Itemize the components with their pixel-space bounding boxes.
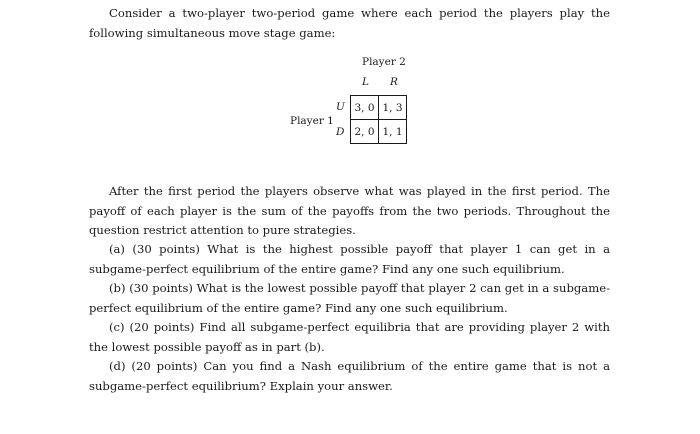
player1-label: Player 1 (290, 115, 334, 127)
question-b: (b) (30 points) What is the lowest possible payoff that player 2 can get in a subgame-perfect equilibrium of the entire game? Find any one such equilibrium. (89, 281, 610, 315)
question-a: (a) (30 points) What is the highest possible payoff that player 1 can get in a subgame-perfect equilibrium of the entire game? Find any one such equilibrium. (89, 242, 610, 276)
payoff-cell-D-R: 1, 1 (379, 120, 407, 144)
question-c: (c) (20 points) Find all subgame-perfect equilibria that are providing player 2 with the lowest possible payoff as in part (b). (89, 320, 610, 354)
after-paragraph: After the first period the players observe what was played in the first period. The payoff of each player is the sum of the payoffs from the two periods. Throughout the question restrict attention to pure strategies. (89, 184, 610, 237)
payoff-cell-D-L: 2, 0 (351, 120, 379, 144)
column-label-L: L (362, 76, 369, 88)
payoff-cell-U-R: 1, 3 (379, 96, 407, 120)
payoff-cell-U-L: 3, 0 (351, 96, 379, 120)
payoff-row-U (351, 96, 407, 120)
question-d: (d) (20 points) Can you find a Nash equilibrium of the entire game that is not a subgame-perfect equilibrium? Explain your answer. (89, 359, 610, 393)
intro-paragraph: Consider a two-player two-period game where each period the players play the following simultaneous move stage game: (89, 6, 610, 40)
column-label-R: R (390, 76, 398, 88)
payoff-matrix (350, 95, 407, 144)
row-label-D: D (336, 126, 345, 138)
player2-label: Player 2 (362, 56, 406, 68)
payoff-row-D (351, 120, 407, 144)
row-label-U: U (336, 101, 345, 113)
